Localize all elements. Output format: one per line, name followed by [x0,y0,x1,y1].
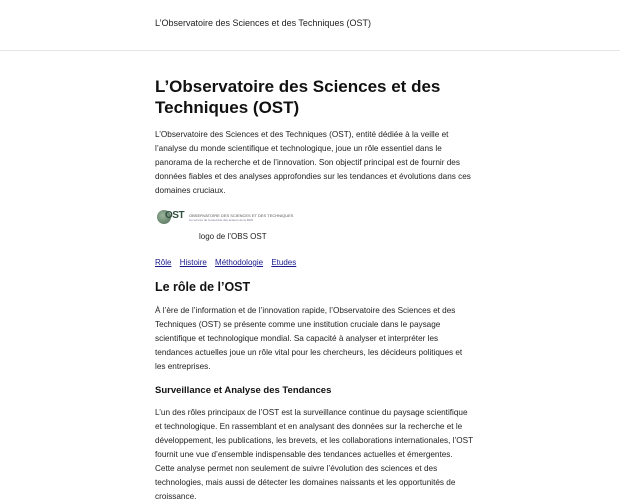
logo-mark-text: OST [165,210,185,221]
logo-tagline-line1: OBSERVATOIRE DES SCIENCES ET DES TECHNIQUES [189,212,294,218]
ost-logo-mark [155,209,187,225]
nav-link-etudes[interactable]: Etudes [271,258,297,267]
subsection-paragraph-surveillance: L’un des rôles principaux de l’OST est la surveillance continue du paysage scientifique et technologique. En rassemblant et en analysant des données sur la recherche et le développement, les publications, les brevets, et les collaborations internationales, l’OST fournit une vue d’ensemble indispensable des tendances actuelles et émergentes. Cette analyse permet non seulement de suivre l’évolution des sciences et des technologies, mais aussi de détecter les domaines naissants et les opportunités de croissance. [155,408,473,501]
nav-link-methodologie[interactable]: Méthodologie [215,258,264,267]
nav-link-histoire[interactable]: Histoire [179,258,207,267]
article [155,76,473,504]
ost-logo-image [155,209,301,225]
page-title: L’Observatoire des Sciences et des Techniques (OST) [155,77,441,117]
section-nav [155,258,473,267]
logo-figure [155,209,473,249]
nav-link-role[interactable]: Rôle [155,258,172,267]
section-heading-role: Le rôle de l’OST [155,280,251,294]
logo-caption: logo de l’OBS OST [199,232,267,241]
logo-tagline [189,213,301,222]
intro-paragraph: L’Observatoire des Sciences et des Techniques (OST), entité dédiée à la veille et l’analyse du monde scientifique et technologique, joue un rôle essentiel dans le panorama de la recherche et de l’innovation. Son objectif principal est de fournir des données fiables et des analyses approfondies sur les tendances et évolutions dans ces domaines cruciaux. [155,130,471,195]
section-paragraph-role: À l’ère de l’information et de l’innovation rapide, l’Observatoire des Sciences et des Techniques (OST) se présente comme une institution cruciale dans le paysage scientifique et technologique mondial. Sa capacité à analyser et interpréter les tendances actuelles joue un rôle vital pour les chercheurs, les décideurs politiques et les entreprises. [155,306,463,371]
site-title[interactable]: L’Observatoire des Sciences et des Techniques (OST) [155,18,371,28]
subsection-heading-surveillance: Surveillance et Analyse des Tendances [155,385,332,396]
site-header [0,0,620,51]
logo-tagline-line2: Au service de l'ensemble des acteurs de la R&D [189,217,254,222]
